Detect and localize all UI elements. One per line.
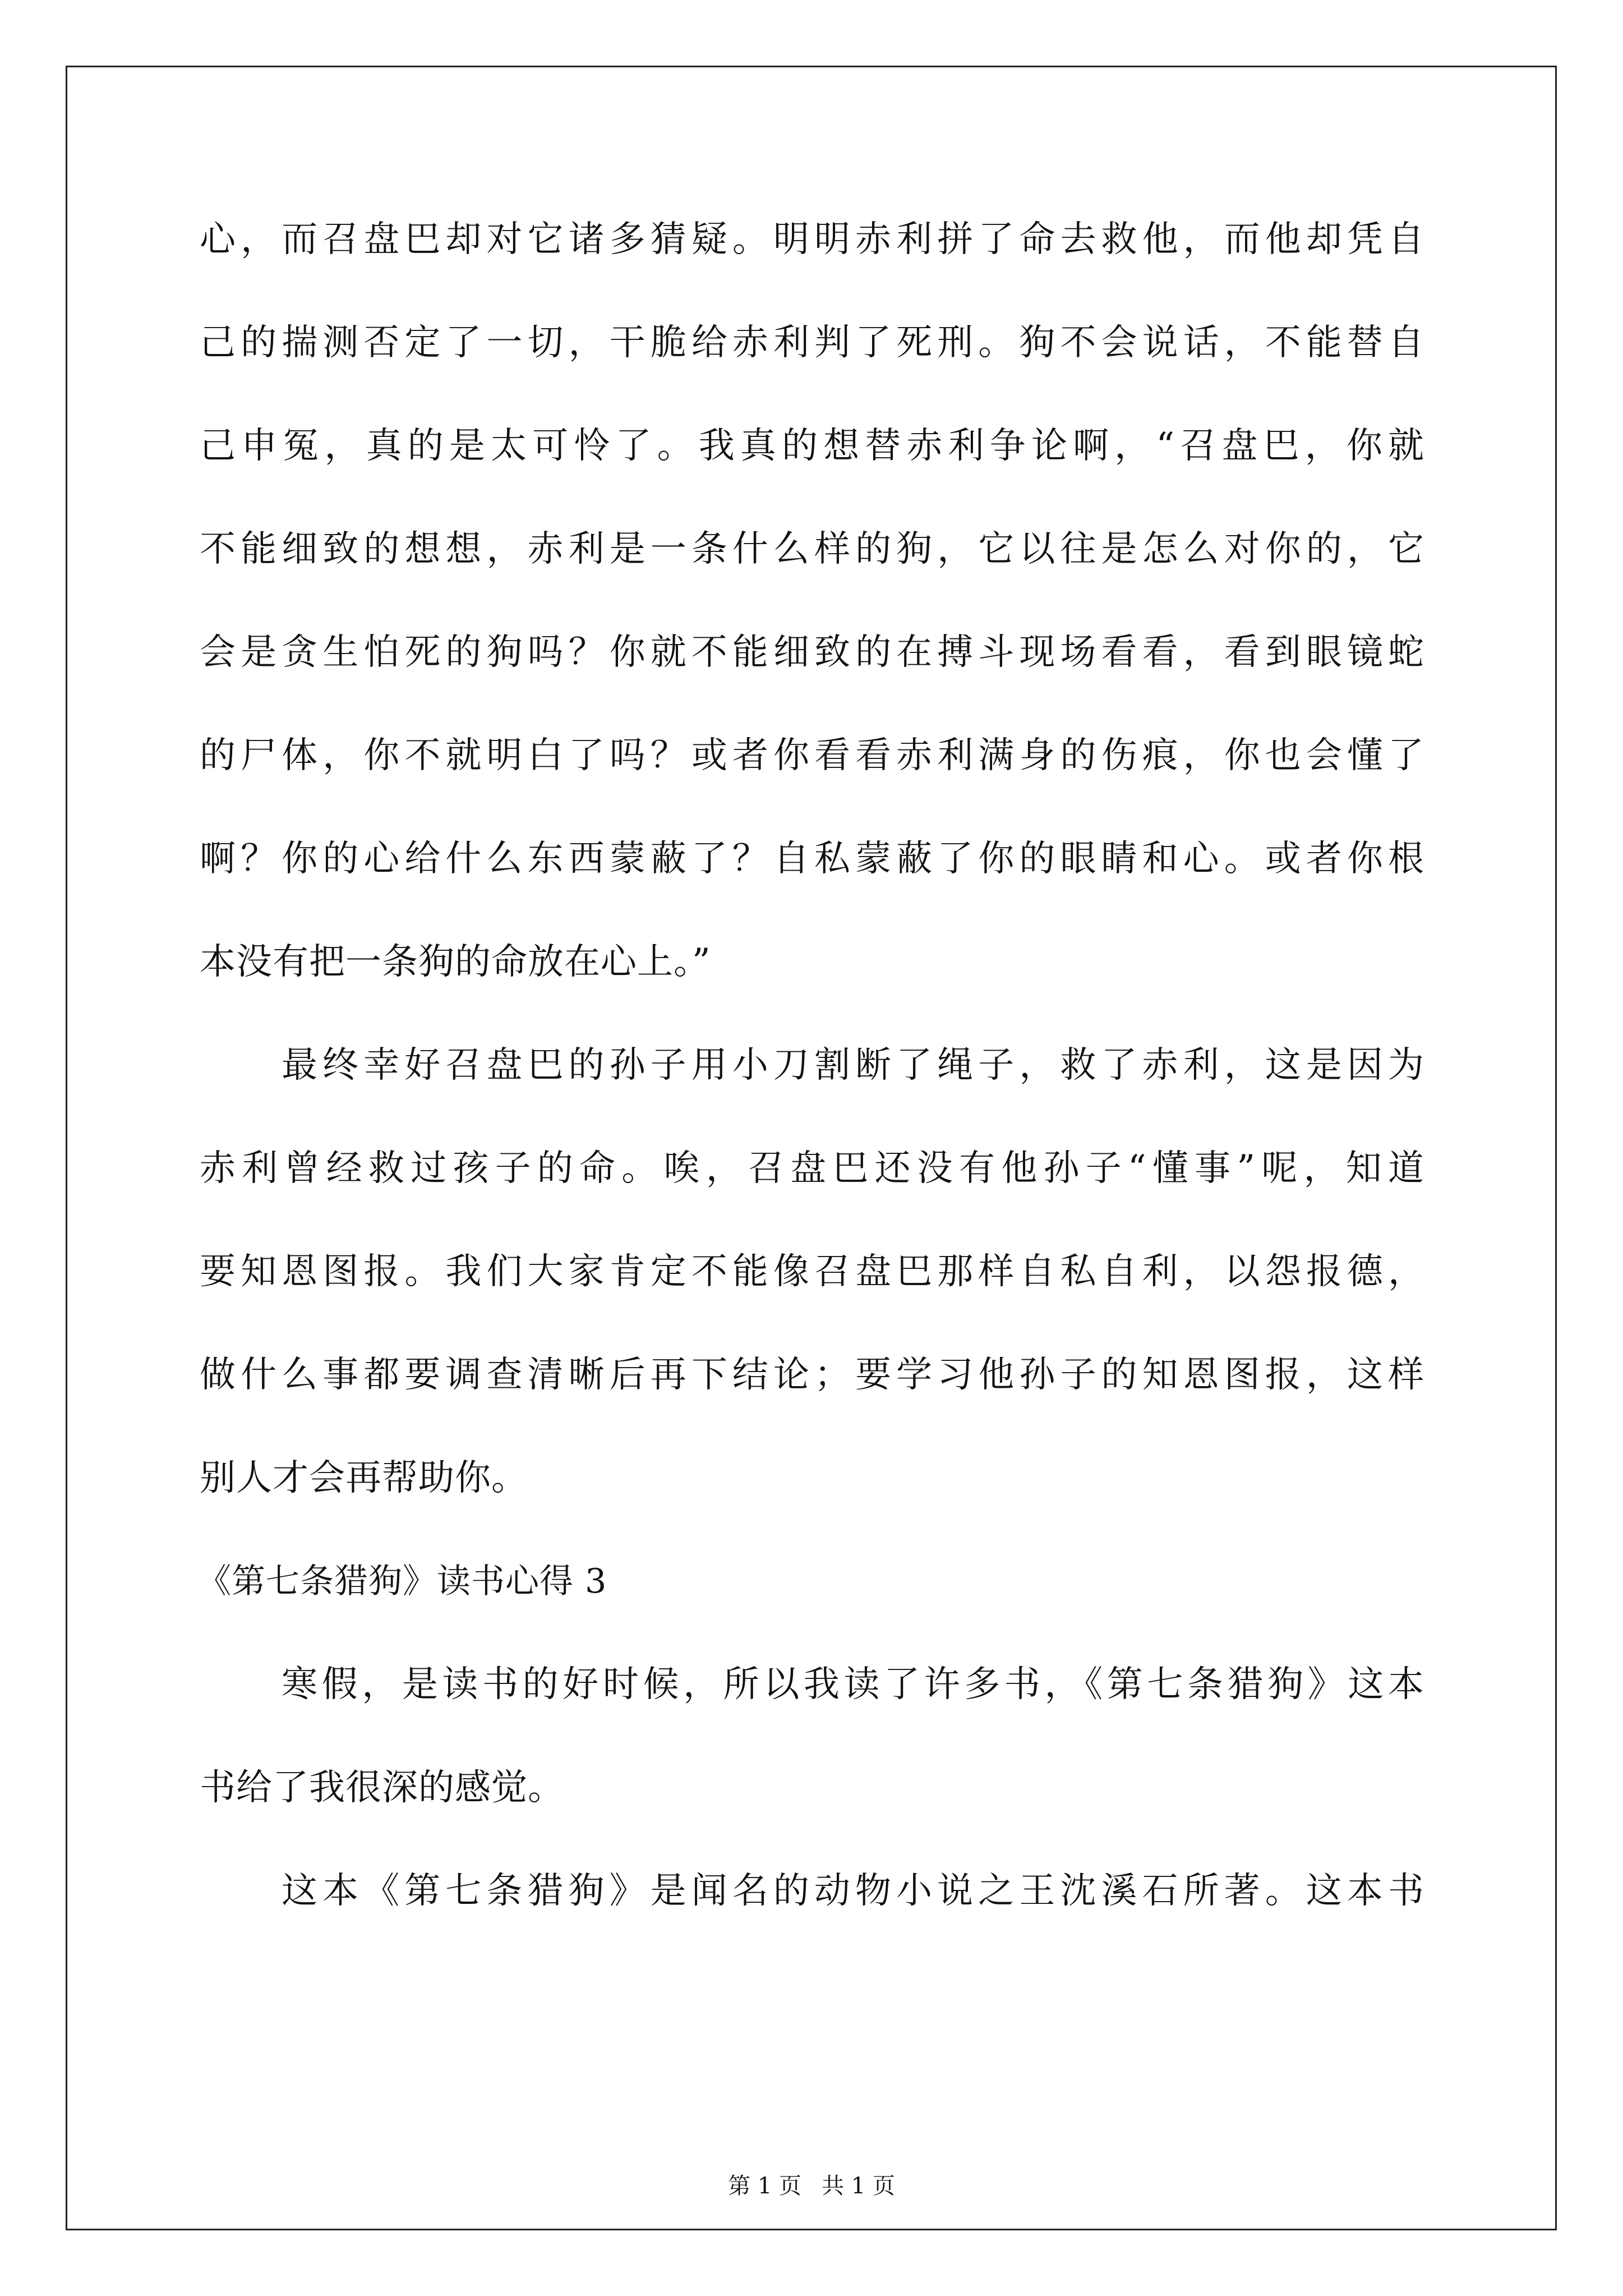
document-body — [197, 219, 1424, 1975]
paragraph-first-line: 寒假，是读书的好时候，所以我读了许多书，《第七条猎狗》这本 — [282, 1664, 1424, 1705]
section-heading: 《第七条猎狗》读书心得 3 — [197, 1562, 607, 1601]
body-line: 的尸体，你不就明白了吗？或者你看看赤利满身的伤痕，你也会懂了 — [200, 735, 1424, 776]
paragraph-first-line: 这本《第七条猎狗》是闻名的动物小说之王沈溪石所著。这本书 — [282, 1870, 1424, 1912]
body-line: 书给了我很深的感觉。 — [200, 1767, 564, 1809]
body-line: 己的揣测否定了一切，干脆给赤利判了死刑。狗不会说话，不能替自 — [200, 322, 1424, 364]
body-line: 做什么事都要调查清晰后再下结论；要学习他孙子的知恩图报，这样 — [200, 1354, 1424, 1396]
body-line: 本没有把一条狗的命放在心上。” — [200, 941, 711, 983]
page-number: 第 1 页 — [728, 2173, 801, 2199]
page-total: 共 1 页 — [822, 2173, 895, 2199]
body-line: 要知恩图报。我们大家肯定不能像召盘巴那样自私自利，以怨报德， — [200, 1251, 1424, 1292]
body-line: 心，而召盘巴却对它诸多猜疑。明明赤利拼了命去救他，而他却凭自 — [200, 219, 1424, 260]
body-line: 不能细致的想想，赤利是一条什么样的狗，它以往是怎么对你的，它 — [200, 528, 1424, 570]
page-footer — [0, 2172, 1623, 2200]
body-line: 会是贪生怕死的狗吗？你就不能细致的在搏斗现场看看，看到眼镜蛇 — [200, 632, 1424, 673]
body-line: 啊？你的心给什么东西蒙蔽了？自私蒙蔽了你的眼睛和心。或者你根 — [200, 838, 1424, 880]
body-line: 别人才会再帮助你。 — [200, 1457, 528, 1499]
body-line: 己申冤，真的是太可怜了。我真的想替赤利争论啊，“召盘巴，你就 — [200, 425, 1424, 467]
body-line: 赤利曾经救过孩子的命。唉，召盘巴还没有他孙子“懂事”呢，知道 — [200, 1148, 1424, 1189]
paragraph-first-line: 最终幸好召盘巴的孙子用小刀割断了绳子，救了赤利，这是因为 — [282, 1045, 1424, 1086]
